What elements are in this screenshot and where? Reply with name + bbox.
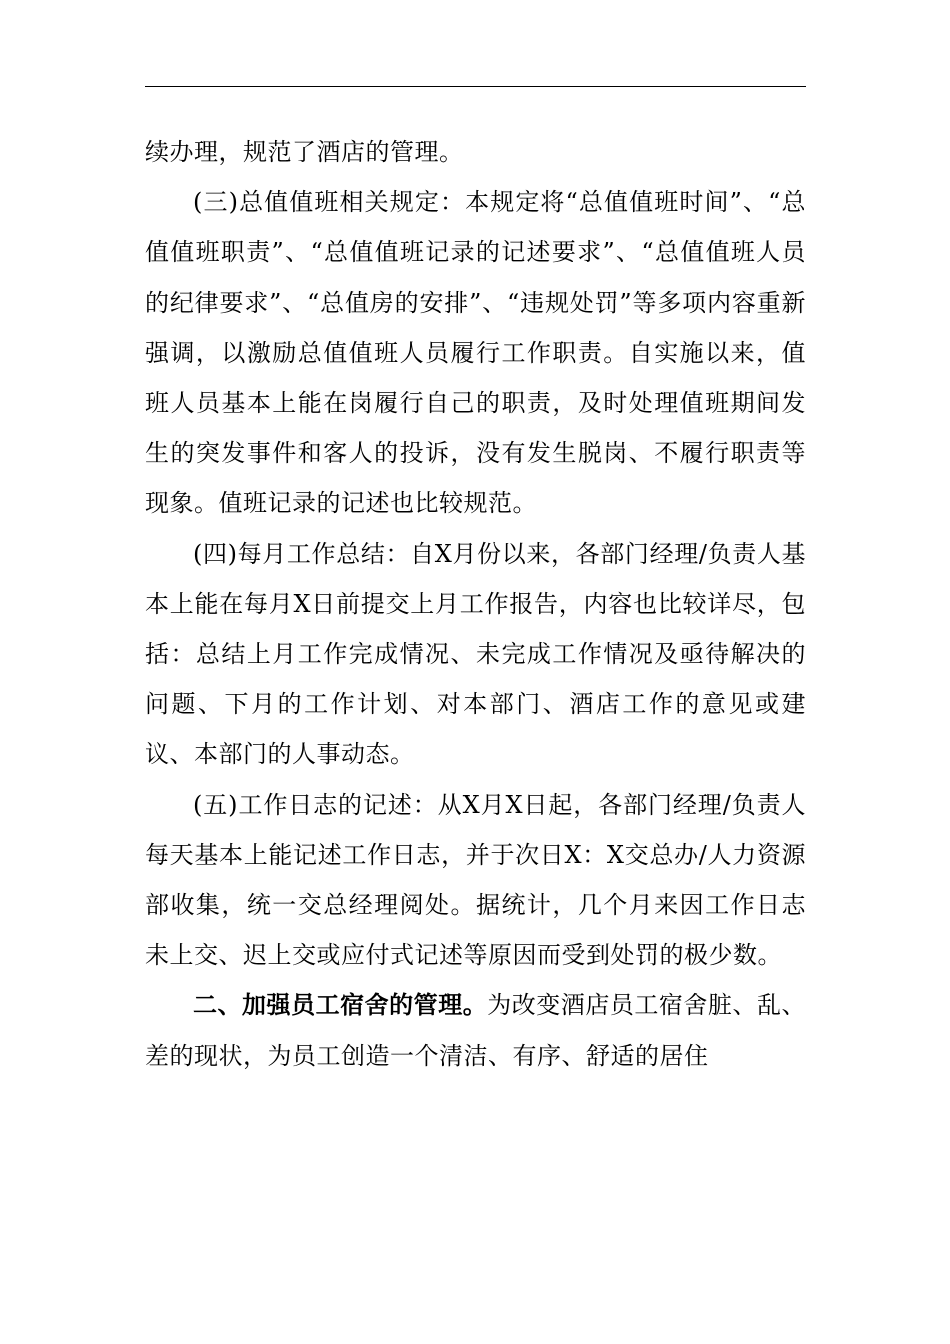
document-body [145,127,806,1081]
paragraph-continuation: 续办理，规范了酒店的管理。 [145,138,464,166]
part-2-heading: 二、加强员工宿舍的管理。 [193,990,488,1020]
paragraph-section-4: (四)每月工作总结：自X月份以来，各部门经理/负责人基本上能在每月X日前提交上月工作报告，内容也比较详尽，包括：总结上月工作完成情况、未完成工作情况及亟待解决的问题、下月的工作计划、对本部门、酒店工作的意见或建议、本部门的人事动态。 [145,539,806,769]
paragraph-section-5: (五)工作日志的记述：从X月X日起，各部门经理/负责人每天基本上能记述工作日志，并于次日X：X交总办/人力资源部收集，统一交总经理阅处。据统计，几个月来因工作日志未上交、迟上交或应付式记述等原因而受到处罚的极少数。 [145,790,806,970]
paragraph-part-2 [145,980,806,1080]
header-rule [145,86,806,87]
part-2-text: 为改变酒店员工宿舍脏、乱、差的现状，为员工创造一个清洁、有序、舒适的居住 [145,991,806,1070]
paragraph-section-3: (三)总值值班相关规定：本规定将“总值值班时间”、“总值值班职责”、“总值值班记录的记述要求”、“总值值班人员的纪律要求”、“总值房的安排”、“违规处罚”等多项内容重新强调，以激励总值值班人员履行工作职责。自实施以来，值班人员基本上能在岗履行自己的职责，及时处理值班期间发生的突发事件和客人的投诉，没有发生脱岗、不履行职责等现象。值班记录的记述也比较规范。 [145,188,806,518]
